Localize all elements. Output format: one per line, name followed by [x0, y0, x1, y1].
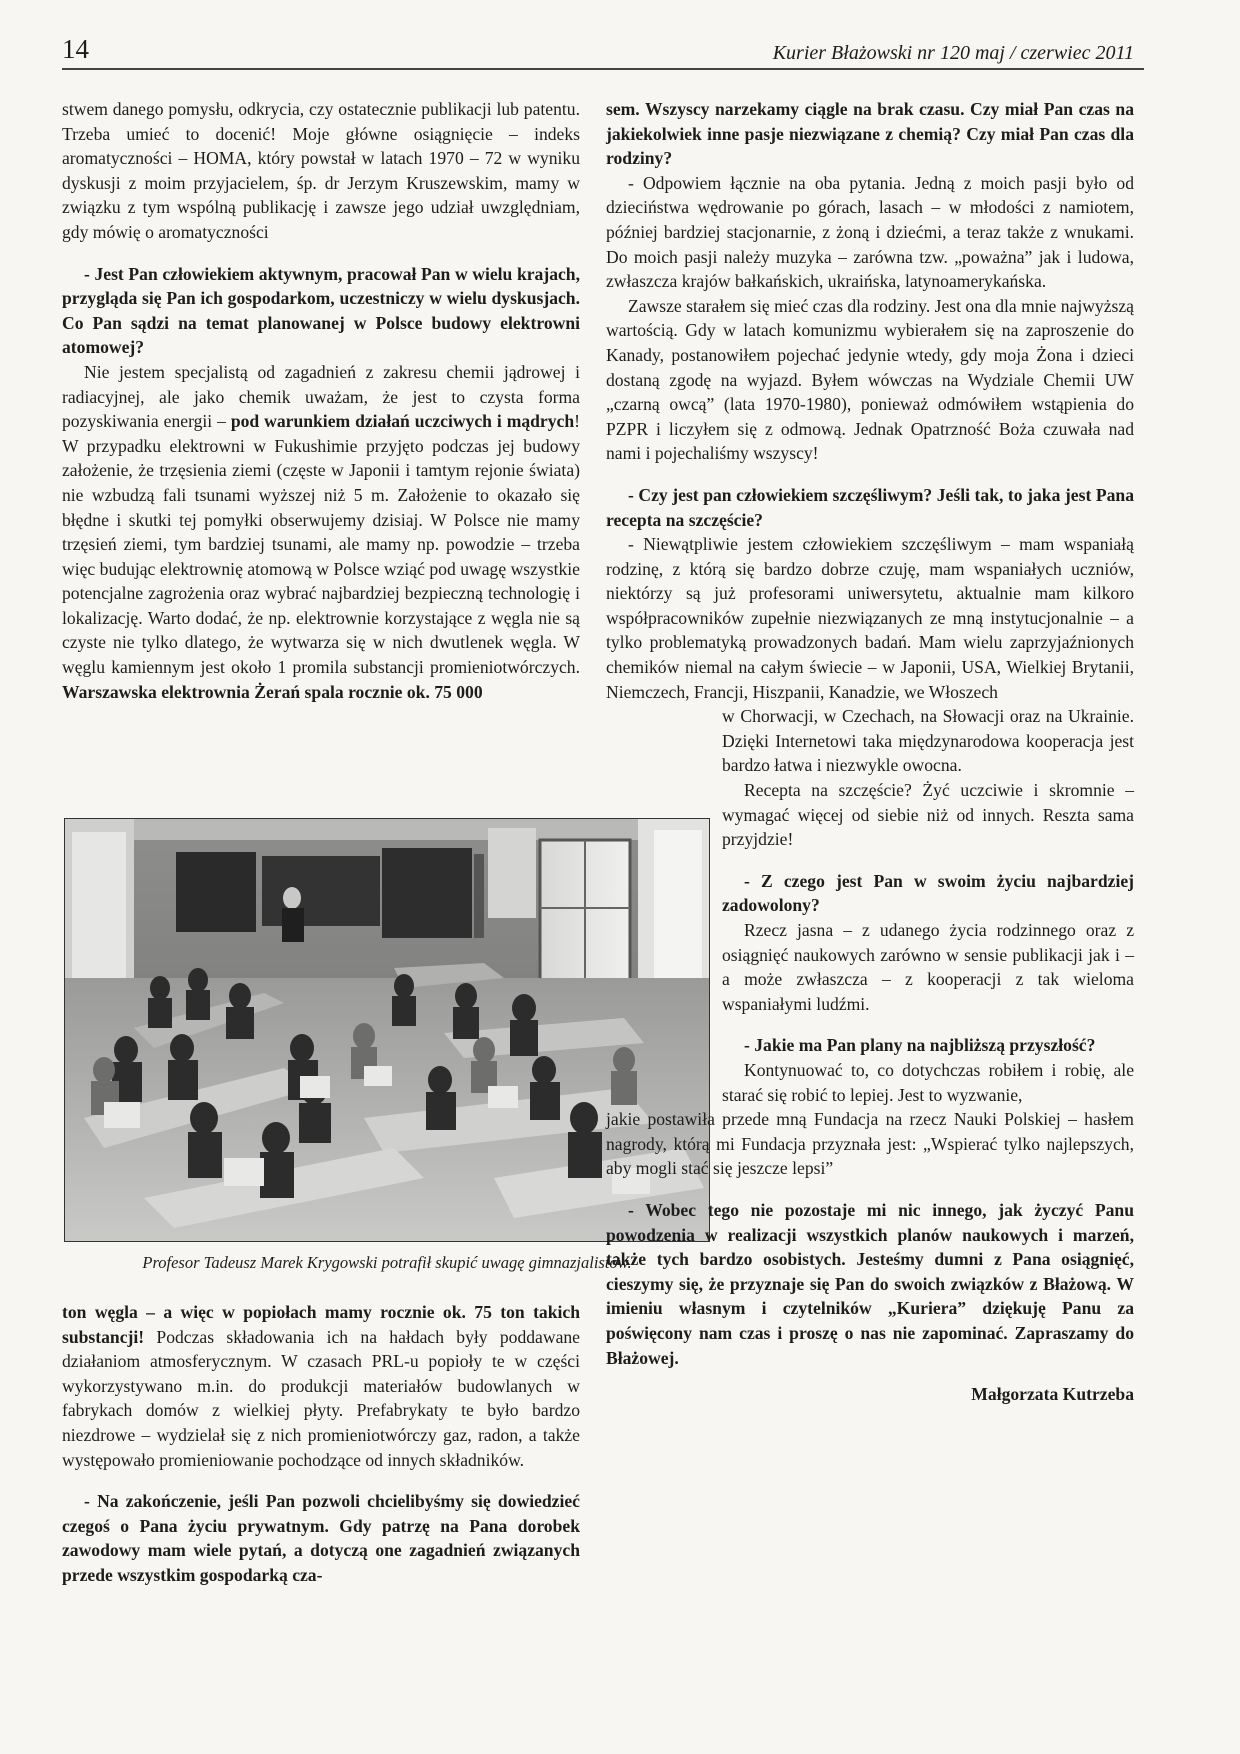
running-title: Kurier Błażowski nr 120 maj / czerwiec 2011 — [772, 42, 1134, 64]
left-column-bottom — [62, 1300, 580, 1588]
article-paragraph: w Chorwacji, w Czechach, na Słowacji oraz na Ukrainie. Dzięki Internetowi taka międzynarodowa kooperacja jest bardzo łatwa i niezwykle owocna. — [722, 706, 1134, 776]
article-paragraph: - Odpowiem łącznie na oba pytania. Jedną z moich pasji było od dzieciństwa wędrowanie po górach, lasach – w młodości z namiotem, później bardziej stacjonarnie, z żoną i dziećmi, a teraz także z wnukami. Do moich pasji należy muzyka – zarówna tzw. „poważna” jak i ludowa, zwłaszcza krajów bałkańskich, ukraińska, latynoamerykańska. — [606, 172, 1134, 292]
article-paragraph: Nie jestem specjalistą od zagadnień z zakresu chemii jądrowej i radiacyjnej, ale jako chemik uważam, że jest to czysta forma pozyskiwania energii – pod warunkiem działań uczciwych i mądrych! W przypadku elektrowni w Fukushimie przyjęto podczas jej budowy założenie, że trzęsienia ziemi (częste w Japonii i tamtym rejonie świata) nie wzbudzą fali tsunami wyższej niż 5 m. Założenie to okazało się błędne i skutki tej pomyłki obserwujemy dzisiaj. W Polsce nie mamy trzęsień ziemi, tym bardziej tsunami, ale mamy np. powodzie – trzeba więc budując elektrownię atomową w Polsce wziąć pod uwagę wszystkie potencjalne zagrożenia oraz wybrać najbardziej bezpieczną technologię i lokalizację. Warto dodać, że np. elektrownie korzystające z węgla nie są czyste nie tylko dlatego, że wytwarza się w nich dwutlenek węgla. W węglu kamiennym jest około 1 promila substancji promieniotwórczych. Warszawska elektrownia Żerań spala rocznie ok. 75 000 — [62, 361, 580, 702]
article-paragraph: Kontynuować to, co dotychczas robiłem i robię, ale starać się robić to lepiej. Jest to wyzwanie, — [722, 1059, 1134, 1105]
article-paragraph: jakie postawiła przede mną Fundacja na rzecz Nauki Polskiej – hasłem nagrody, którą mi Fundacja przyznała jest: „Wspierać tylko najlepszych, aby mogli stać się jeszcze lepsi” — [606, 1109, 1134, 1179]
article-paragraph: - Jest Pan człowiekiem aktywnym, pracował Pan w wielu krajach, przygląda się Pan ich gospodarkom, uczestniczy w wielu dyskusjach. Co Pan sądzi na temat planowanej w Polsce budowy elektrowni atomowej? — [62, 263, 580, 358]
right-column-wrap — [722, 704, 1134, 1107]
article-paragraph: ton węgla – a więc w popiołach mamy rocznie ok. 75 ton takich substancji! Podczas składowania ich na hałdach były poddawane działaniom atmosferycznym. W czasach PRL-u popioły te w części wykorzystywano m.in. do produkcji materiałów budowlanych w fabrykach domów z wielkiej płyty. Prefabrykaty te było bardzo niezdrowe – wydzielał się z nich promieniotwórczy gaz, radon, a także występowało promieniowanie pochodzące od innych składników. — [62, 1302, 580, 1470]
article-paragraph: - Czy jest pan człowiekiem szczęśliwym? Jeśli tak, to jaka jest Pana recepta na szczęście? — [606, 484, 1134, 530]
left-column-top — [62, 97, 580, 704]
article-paragraph: - Na zakończenie, jeśli Pan pozwoli chcielibyśmy się dowiedzieć czegoś o Pana życiu prywatnym. Gdy patrzę na Pana dorobek zawodowy mam wiele pytań, a dotyczą one zagadnień związanych przede wszystkim gospodarką cza- — [62, 1491, 580, 1585]
article-paragraph: stwem danego pomysłu, odkrycia, czy ostatecznie publikacji lub patentu. Trzeba umieć to docenić! Moje główne osiągnięcie – indeks aromatyczności – HOMA, który powstał w latach 1970 – 72 w wyniku dyskusji z moim przyjacielem, śp. dr Jerzym Kruszewskim, mamy w związku z tym wspólną publikację i zawsze jego udział uwzględniam, gdy mówię o aromatyczności — [62, 99, 580, 242]
article-paragraph: Recepta na szczęście? Żyć uczciwie i skromnie – wymagać więcej od siebie niż od innych. Reszta sama przyjdzie! — [722, 780, 1134, 850]
right-column — [606, 97, 1134, 1407]
right-column-bottom — [606, 1107, 1134, 1370]
article-paragraph: - Niewątpliwie jestem człowiekiem szczęśliwym – mam wspaniałą rodzinę, z którą się bardzo dobrze czuję, mam wspaniałych uczniów, niektórzy są już profesorami uniwersytetu, aktualnie mam kilkoro współpracowników zupełnie niezwiązanych ze mną instytucjonalnie – a tylko problematyką prowadzonych badań. Mam wielu zaprzyjaźnionych chemików niemal na całym świecie – w Japonii, USA, Wielkiej Brytanii, Niemczech, Francji, Hiszpanii, Kanadzie, we Włoszech — [606, 534, 1134, 702]
article-paragraph: - Z czego jest Pan w swoim życiu najbardziej zadowolony? — [722, 870, 1134, 916]
page-number: 14 — [62, 34, 89, 64]
header-rule — [62, 68, 1144, 70]
article-paragraph: - Wobec tego nie pozostaje mi nic innego, jak życzyć Panu powodzenia w realizacji wszystkich planów naukowych i marzeń, także tych bardzo osobistych. Jesteśmy dumni z Pana osiągnięć, cieszymy się, że przyznaje się Pan do swoich związków z Błażową. W imieniu własnym i czytelników „Kuriera” dziękuję Panu za poświęcony nam czas i proszę o nas nie zapominać. Zapraszamy do Błażowej. — [606, 1199, 1134, 1368]
article-paragraph: sem. Wszyscy narzekamy ciągle na brak czasu. Czy miał Pan czas na jakiekolwiek inne pasje niezwiązane z chemią? Czy miał Pan czas dla rodziny? — [606, 99, 1134, 169]
photo-caption: Profesor Tadeusz Marek Krygowski potrafił skupić uwagę gimnazjalistów. — [142, 1253, 632, 1272]
article-paragraph: Zawsze starałem się mieć czas dla rodziny. Jest ona dla mnie najwyższą wartością. Gdy w latach komunizmu wybierałem się na zaproszenie do Kanady, postanowiłem pojechać jedynie wtedy, gdy moja Żona i dzieci dostaną zgodę na wyjazd. Byłem wówczas na Wydziale Chemii UW „czarną owcą” (lata 1970-1980), ponieważ odmówiłem wstąpienia do PZPR i liczyłem się z odmową. Jednak Opatrzność Boża czuwała nad nami i pojechaliśmy wszyscy! — [606, 295, 1134, 464]
right-column-top — [606, 97, 1134, 704]
article-paragraph: - Jakie ma Pan plany na najbliższą przyszłość? — [744, 1035, 1096, 1056]
author-signature: Małgorzata Kutrzeba — [971, 1384, 1134, 1405]
article-paragraph: Rzecz jasna – z udanego życia rodzinnego oraz z osiągnięć naukowych zarówno w sensie publikacji jak i – a może zwłaszcza – z kooperacji z tak wieloma wspaniałymi ludźmi. — [722, 920, 1134, 1014]
